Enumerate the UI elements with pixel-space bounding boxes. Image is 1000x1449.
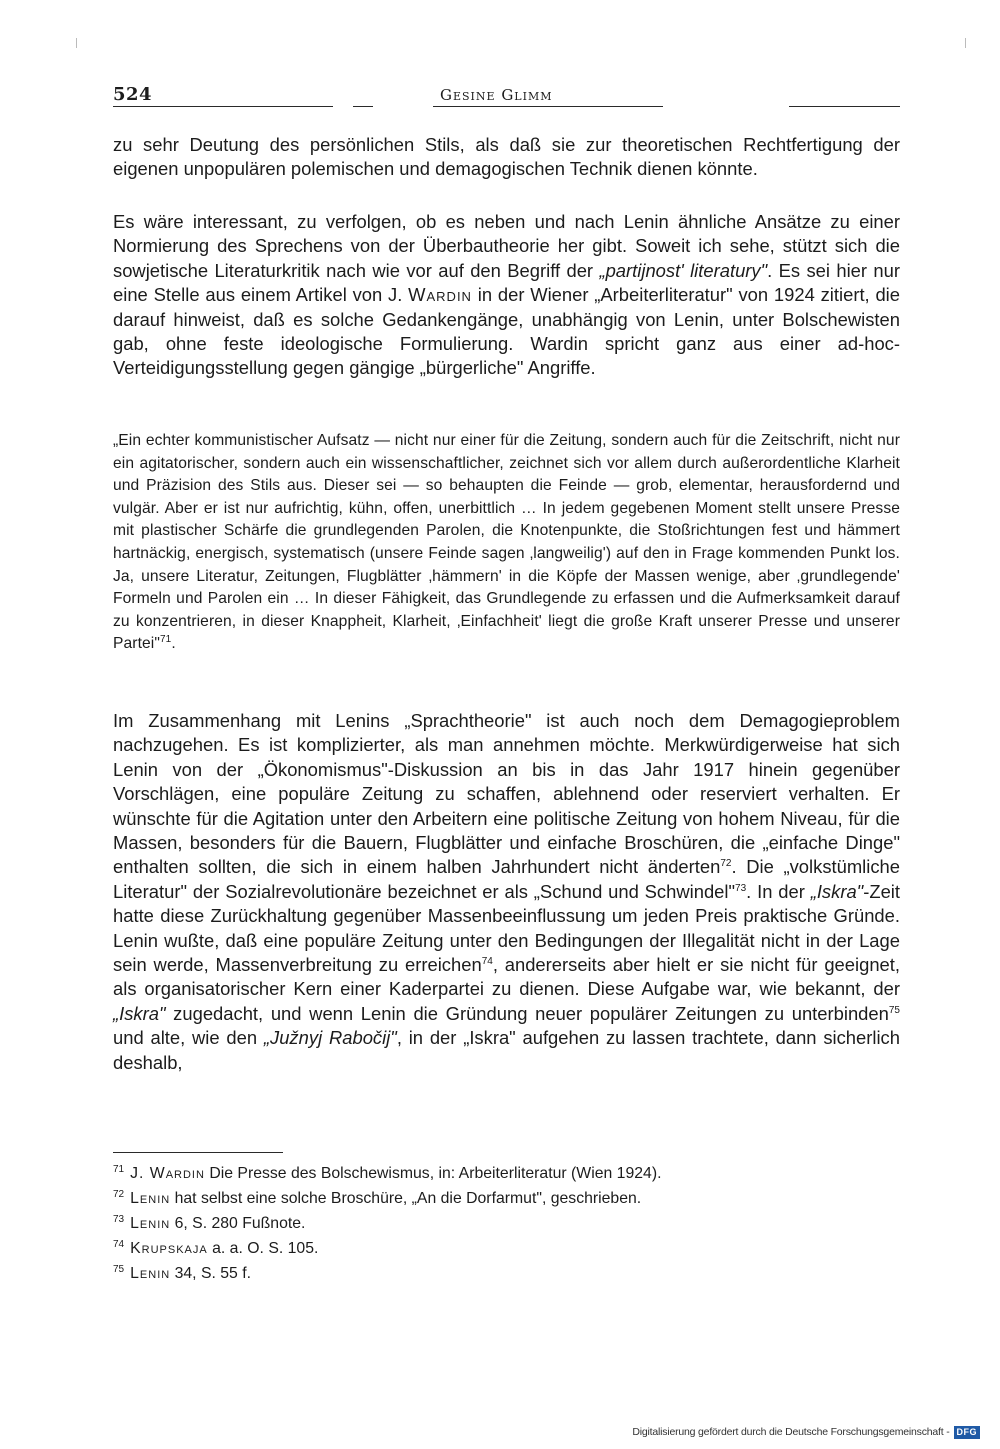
footnote-number: 74 bbox=[113, 1238, 125, 1250]
footnote-author: Lenin bbox=[130, 1215, 171, 1232]
header-rule bbox=[353, 106, 373, 107]
block-quote: „Ein echter kommunistischer Aufsatz — nicht nur einer für die Zeitung, sondern auch für die Zeitschrift, nicht nur ein agitatorischer, sondern auch ein wissenschaftlicher, zeichnet sich vor allem durch außerordentliche Klarheit und Präzision des Stils aus. Dieser sei — so behaupten die Feinde — grob, elementar, herausfordernd und vulgär. Aber er ist nur aufrichtig, kühn, offen, unerbittlich … In jedem gegebenen Moment stellt unsere Presse mit plastischer Schärfe die grundlegenden Parolen, die Knotenpunkte, die Stoßrichtungen fest und hämmert hartnäckig, energisch, systematisch (unsere Feinde sagen ‚langweilig') auf den in Frage kommenden Punkt los. Ja, unsere Literatur, Zeitungen, Flugblätter ‚hämmern' in die Köpfe der Massen wenige, aber ‚grundlegende' Formeln und Parolen ein … In dieser Fähigkeit, das Grundlegende zu erfassen und die Aufmerksamkeit darauf zu konzentrieren, in dieser Knappheit, Klarheit, ‚Einfachheit' liegt die große Kraft unserer Presse und unserer Partei"$^{71}$. bbox=[113, 432, 900, 653]
footnote-divider bbox=[113, 1152, 283, 1153]
page-number: 524 bbox=[113, 84, 153, 105]
quote-text: „Ein echter kommunistischer Aufsatz — nicht nur einer für die Zeitung, sondern auch für die Zeitschrift, nicht nur ein agitatorischer, sondern auch ein wissenschaftlicher, zeichnet sich vor allem durch außerordentliche Klarheit und Präzision des Stils aus. Dieser sei — so behaupten die Feinde — grob, elementar, herausfordernd und vulgär. Aber er ist nur aufrichtig, kühn, offen, unerbittlich … In jedem gegebenen Moment stellt unsere Presse mit plastischer Schärfe die grundlegenden Parolen, die Knotenpunkte, die Stoßrichtungen fest und hämmert hartnäckig, energisch, systematisch (unsere Feinde sagen ‚langweilig') auf den in Frage kommenden Punkt los. Ja, unsere Literatur, Zeitungen, Flugblätter ‚hämmern' in die Köpfe der Massen wenige, aber ‚grundlegende' Formeln und Parolen ein … In dieser Fähigkeit, das Grundlegende zu erfassen und die Aufmerksamkeit darauf zu konzentrieren, in dieser Knappheit, Klarheit, ‚Einfachheit' liegt die große Kraft unserer Presse und unserer Partei" bbox=[113, 432, 900, 653]
running-head: Gesine Glimm bbox=[440, 86, 553, 104]
footnote-item bbox=[113, 1161, 900, 1186]
page-header bbox=[113, 84, 900, 108]
paragraph-1 bbox=[113, 133, 900, 182]
italic-term: „partijnost' literatury" bbox=[599, 259, 768, 281]
paragraph-3-text: und alte, wie den bbox=[113, 1027, 264, 1049]
footnote-text: hat selbst eine solche Broschüre, „An die Dorfarmut", geschrieben. bbox=[170, 1190, 642, 1207]
author-name: Wardin bbox=[408, 284, 472, 306]
footnote-text: Die Presse des Bolschewismus, in: Arbeiterliteratur (Wien 1924). bbox=[204, 1165, 662, 1182]
footnote-author: Lenin bbox=[130, 1265, 171, 1282]
footnote-item bbox=[113, 1211, 900, 1236]
footnote-item bbox=[113, 1261, 900, 1286]
italic-term: „Južnyj Rabočij" bbox=[263, 1027, 397, 1049]
footnote-text: 6, S. 280 Fußnote. bbox=[170, 1215, 306, 1232]
footnote-number: 73 bbox=[113, 1213, 125, 1225]
paragraph-3-text: -Zeit hatte diese Zurückhaltung gegenüber Massenbeeinflussung um jeden Preis praktische Gründe. Lenin wußte, daß eine populäre Zeitung unter den Bedingungen der Illegalität nicht in der Lage sein werde, Massenverbreitung zu erreichen bbox=[113, 880, 901, 976]
header-rule bbox=[113, 106, 333, 107]
credit-text: Digitalisierung gefördert durch die Deutsche Forschungsgemeinschaft - bbox=[632, 1426, 950, 1438]
footnote-number: 71 bbox=[113, 1163, 125, 1175]
paragraph-3-text: , in der „Iskra" aufgehen zu lassen trachtete, dann sicherlich deshalb, bbox=[113, 1027, 900, 1073]
footnote-text: a. a. O. S. 105. bbox=[207, 1240, 319, 1257]
dfg-logo-icon[interactable]: DFG bbox=[954, 1426, 981, 1439]
footnote-ref[interactable]: 75 bbox=[888, 1004, 900, 1016]
paragraph-3-text: . Die „volkstümliche Literatur" der Sozialrevolutionäre bezeichnet er als „Schund und Schwindel" bbox=[113, 856, 900, 902]
footnote-item bbox=[113, 1186, 900, 1211]
footnote-author: Lenin bbox=[130, 1190, 171, 1207]
paragraph-3 bbox=[113, 709, 900, 1075]
paragraph-2 bbox=[113, 210, 900, 381]
footnote-author: Krupskaja bbox=[130, 1240, 208, 1257]
footnote-number: 72 bbox=[113, 1188, 125, 1200]
footnote-ref[interactable]: 73 bbox=[735, 882, 747, 894]
footnote-ref[interactable]: 72 bbox=[720, 858, 732, 870]
paragraph-3-text: . In der bbox=[746, 880, 811, 902]
header-rule bbox=[789, 106, 900, 107]
paragraph-3-text: , andererseits aber hielt er sie nicht für geeignet, als organisatorischer Kern einer Kaderpartei zu dienen. Diese Aufgabe war, wie bekannt, der bbox=[113, 954, 901, 1000]
paragraph-3-text: Im Zusammenhang mit Lenins „Sprachtheorie" ist auch noch dem Demagogieproblem nachzugehen. Es ist komplizierter, als man annehmen möchte. Merkwürdigerweise hat sich Lenin von der „Ökonomismus"-Diskussion an bis in das Jahr 1917 hinein gegenüber Vorschlägen, eine populäre Zeitung zu schaffen, ablehnend oder reserviert verhalten. Er wünschte für die Agitation unter den Arbeitern eine politische Zeitung von hohem Niveau, für die Massen, besonders für die Bauern, Flugblätter und einfache Broschüren, die „einfache Dinge" enthalten sollten, die sich in einem halben Jahrhundert nicht änderten bbox=[113, 710, 900, 878]
footnote-ref[interactable]: 71 bbox=[159, 634, 172, 646]
italic-term: „Iskra" bbox=[113, 1002, 166, 1024]
footnote-author: J. Wardin bbox=[130, 1165, 205, 1182]
footnotes bbox=[113, 1161, 900, 1286]
paragraph-2-text: . Es sei hier nur eine Stelle aus einem Artikel von J. bbox=[113, 259, 900, 306]
paragraph-3-text: zugedacht, und wenn Lenin die Gründung neuer populärer Zeitungen zu unterbinden bbox=[165, 1002, 889, 1024]
paragraph-2-text: Es wäre interessant, zu verfolgen, ob es neben und nach Lenin ähnliche Ansätze zu einer Normierung des Sprechens von der Überbautheorie her gibt. Soweit ich sehe, stützt sich die sowjetische Literaturkritik nach wie vor auf den Begriff der bbox=[113, 211, 900, 281]
italic-term: „Iskra" bbox=[810, 880, 864, 902]
scan-edge-mark bbox=[965, 38, 966, 48]
header-rule bbox=[433, 106, 663, 107]
footnote-ref[interactable]: 74 bbox=[481, 955, 493, 967]
digitization-credit bbox=[632, 1425, 980, 1439]
footnote-item bbox=[113, 1236, 900, 1261]
footnote-number: 75 bbox=[113, 1263, 125, 1275]
paragraph-1-text: zu sehr Deutung des persönlichen Stils, als daß sie zur theoretischen Rechtfertigung der eigenen unpopulären polemischen und demagogischen Technik dienen könnte. bbox=[113, 134, 900, 180]
paragraph-2-text: in der Wiener „Arbeiterliteratur" von 1924 zitiert, die darauf hinweist, daß es solche Gedankengänge, unabhängig von Lenin, unter Bolschewisten gab, ohne feste ideologische Formulierung. Wardin spricht ganz aus einer ad-hoc-Verteidigungsstellung gegen gängige „bürgerliche" Angriffe. bbox=[113, 284, 900, 379]
footnote-text: 34, S. 55 f. bbox=[170, 1265, 251, 1282]
scan-edge-mark bbox=[76, 38, 77, 48]
